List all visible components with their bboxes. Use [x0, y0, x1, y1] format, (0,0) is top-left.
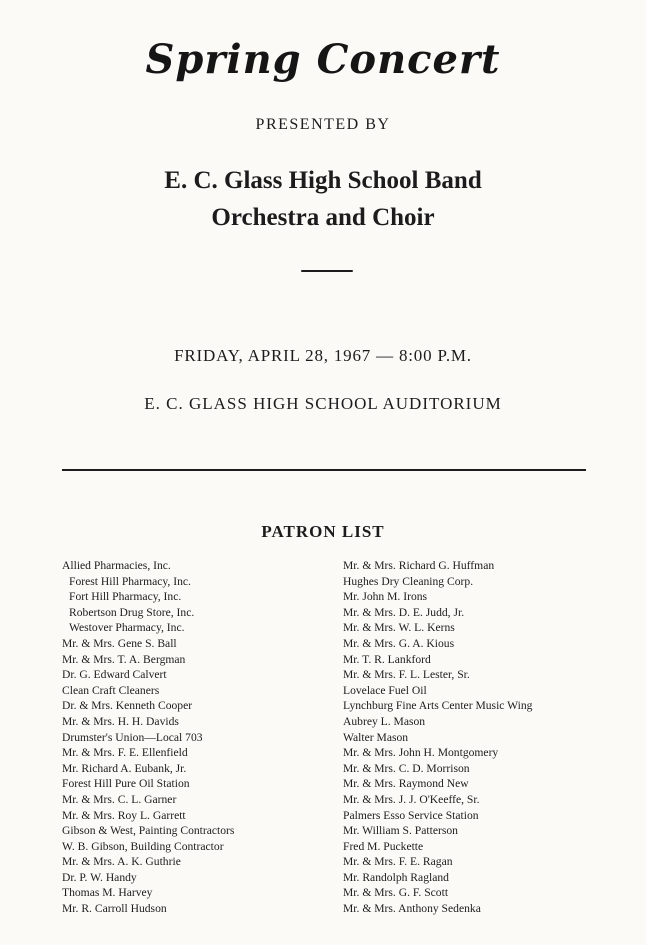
patron-entry: Mr. & Mrs. T. A. Bergman	[62, 652, 186, 666]
ornament-divider	[301, 270, 353, 272]
patron-entry: Lynchburg Fine Arts Center Music Wing	[343, 699, 533, 713]
patron-entry: Mr. & Mrs. A. K. Guthrie	[62, 855, 181, 869]
patron-entry: Mr. & Mrs. C. D. Morrison	[343, 761, 470, 775]
event-date-time: FRIDAY, APRIL 28, 1967 — 8:00 P.M.	[174, 346, 472, 365]
organization-line-1: E. C. Glass High School Band	[164, 167, 482, 194]
patron-entry: Mr. John M. Irons	[343, 590, 428, 604]
organization-line-2: Orchestra and Choir	[211, 204, 435, 231]
patron-entry: Drumster's Union—Local 703	[62, 730, 203, 744]
patron-entry: Dr. P. W. Handy	[62, 870, 137, 884]
patron-list-heading: PATRON LIST	[261, 522, 385, 541]
patron-entry: Mr. & Mrs. C. L. Garner	[62, 792, 177, 806]
patron-entry: Fred M. Puckette	[343, 839, 424, 853]
patron-entry: Mr. & Mrs. H. H. Davids	[62, 714, 179, 728]
patron-entry: Westover Pharmacy, Inc.	[69, 621, 185, 635]
patron-entry: Dr. G. Edward Calvert	[62, 668, 167, 682]
patron-entry: Forest Hill Pure Oil Station	[62, 777, 190, 791]
patron-entry: Mr. Richard A. Eubank, Jr.	[62, 761, 187, 775]
event-venue: E. C. GLASS HIGH SCHOOL AUDITORIUM	[144, 394, 502, 413]
patron-entry: Mr. & Mrs. G. F. Scott	[343, 886, 449, 900]
patron-entry: Gibson & West, Painting Contractors	[62, 824, 235, 838]
patron-entry: Mr. & Mrs. G. A. Kious	[343, 636, 455, 650]
patron-entry: W. B. Gibson, Building Contractor	[62, 839, 224, 853]
patron-entry: Mr. R. Carroll Hudson	[62, 902, 167, 916]
patron-entry: Mr. & Mrs. Roy L. Garrett	[62, 808, 186, 822]
patron-column-right	[343, 558, 532, 917]
patron-entry: Allied Pharmacies, Inc.	[62, 559, 171, 572]
patron-column-left	[62, 558, 234, 917]
patron-entry: Mr. & Mrs. F. E. Ragan	[343, 855, 453, 869]
patron-entry: Lovelace Fuel Oil	[343, 683, 427, 697]
patron-entry: Mr. T. R. Lankford	[343, 652, 431, 666]
patron-entry: Mr. & Mrs. Richard G. Huffman	[343, 559, 495, 572]
patron-entry: Mr. & Mrs. F. E. Ellenfield	[62, 746, 188, 760]
patron-entry: Mr. & Mrs. J. J. O'Keeffe, Sr.	[343, 792, 480, 806]
patron-entry: Walter Mason	[343, 730, 409, 744]
patron-entry: Mr. William S. Patterson	[343, 824, 458, 838]
patron-entry: Hughes Dry Cleaning Corp.	[343, 574, 474, 588]
patron-entry: Mr. & Mrs. John H. Montgomery	[343, 746, 499, 760]
patron-entry: Clean Craft Cleaners	[62, 683, 160, 697]
patron-entry: Palmers Esso Service Station	[343, 808, 479, 822]
patron-entry: Fort Hill Pharmacy, Inc.	[69, 590, 182, 604]
patron-entry: Dr. & Mrs. Kenneth Cooper	[62, 699, 193, 713]
patron-entry: Mr. & Mrs. W. L. Kerns	[343, 621, 455, 635]
concert-title: Spring Concert	[145, 36, 501, 83]
patron-entry: Mr. & Mrs. D. E. Judd, Jr.	[343, 605, 465, 619]
patron-entry: Mr. & Mrs. F. L. Lester, Sr.	[343, 668, 470, 682]
patron-entry: Mr. Randolph Ragland	[343, 870, 449, 884]
patron-entry: Forest Hill Pharmacy, Inc.	[69, 574, 191, 588]
patron-entry: Robertson Drug Store, Inc.	[69, 605, 195, 619]
patron-entry: Mr. & Mrs. Raymond New	[343, 777, 469, 791]
presented-by-label: PRESENTED BY	[255, 116, 391, 133]
patron-entry: Thomas M. Harvey	[62, 886, 153, 900]
section-divider	[62, 469, 586, 471]
patron-entry: Mr. & Mrs. Gene S. Ball	[62, 636, 177, 650]
patron-entry: Mr. & Mrs. Anthony Sedenka	[343, 902, 481, 916]
patron-entry: Aubrey L. Mason	[343, 714, 426, 728]
